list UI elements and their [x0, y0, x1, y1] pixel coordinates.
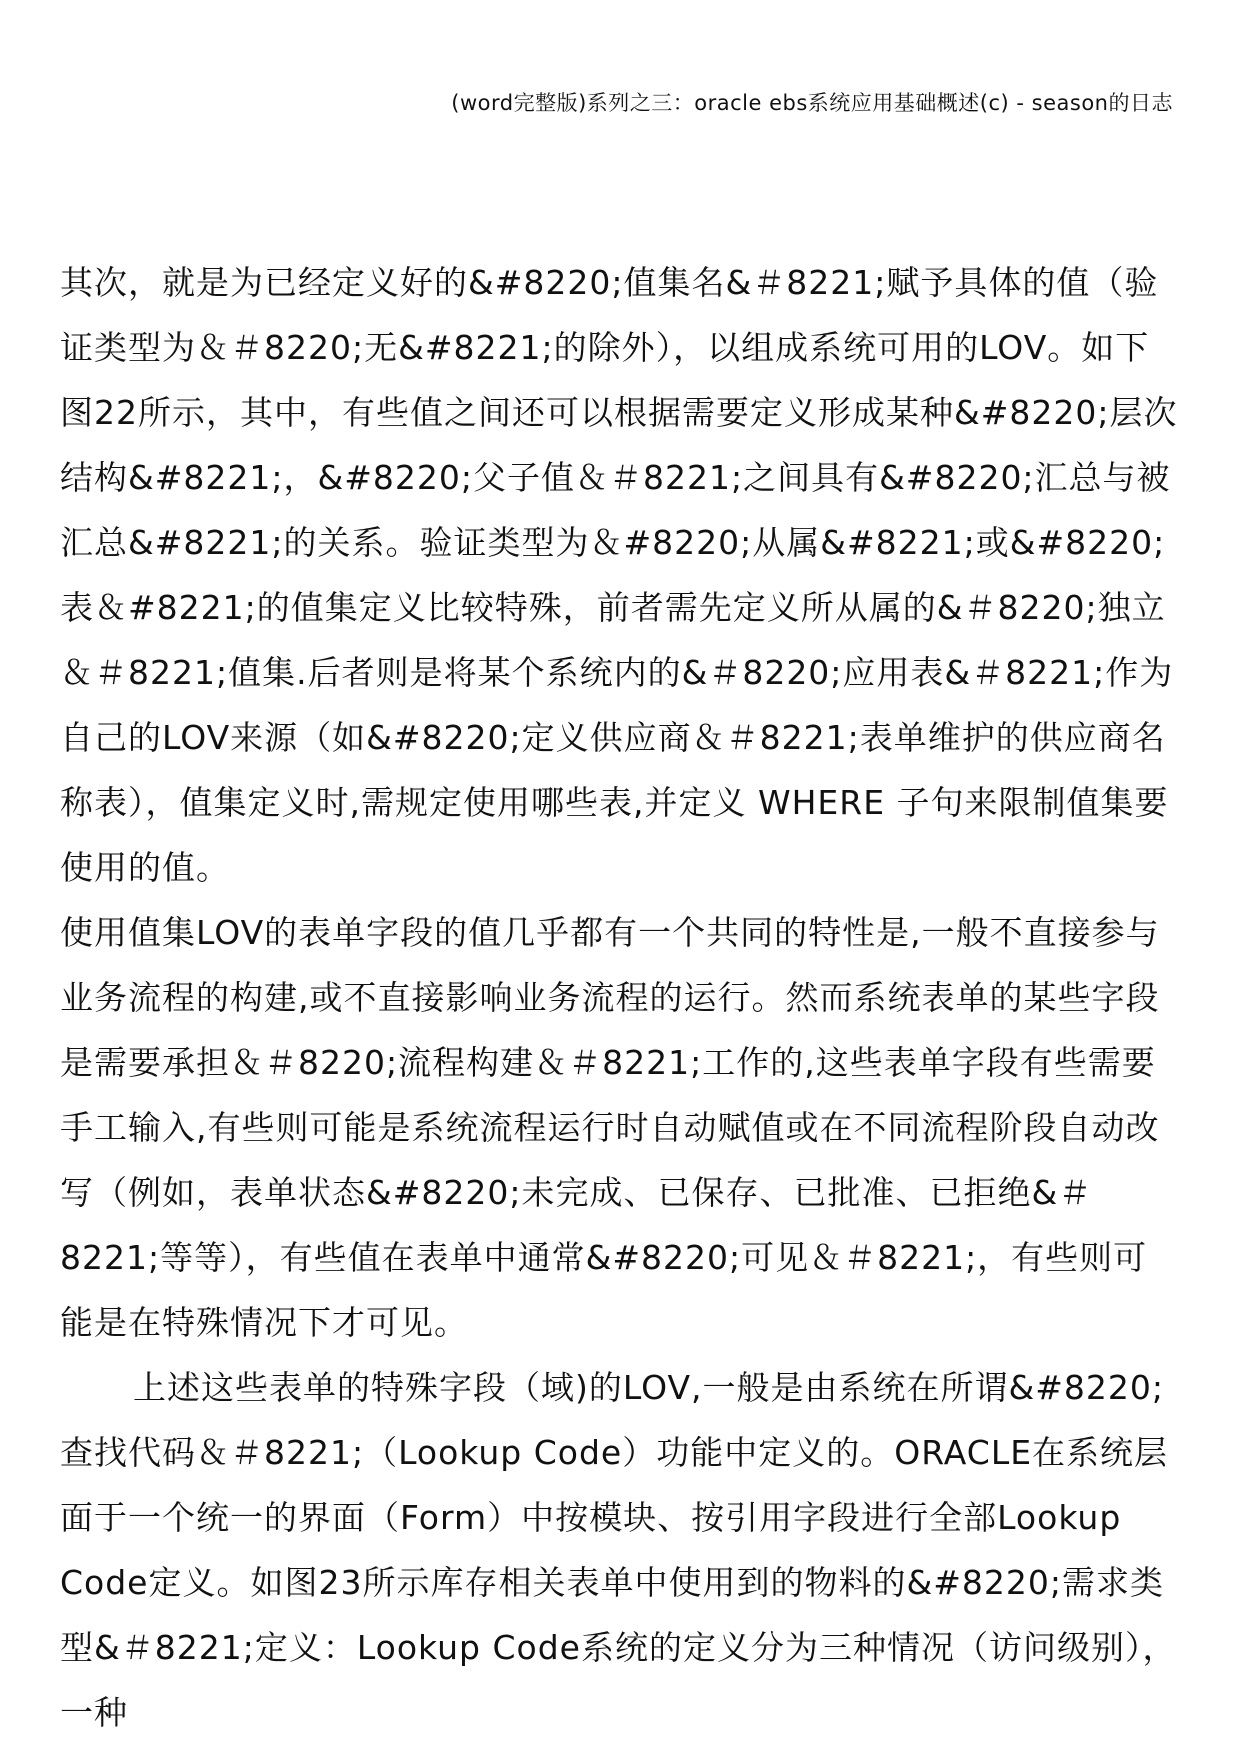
document-body [60, 250, 1180, 1745]
paragraph-lookup-code: 上述这些表单的特殊字段（域)的LOV,一般是由系统在所谓&#8220;查找代码＆＃8221;（Lookup Code）功能中定义的。ORACLE在系统层面于一个统一的界面（Form）中按模块、按引用字段进行全部Lookup Code定义。如图23所示库存相关表单中使用到的物料的&#8220;需求类型&＃8221;定义：Lookup Code系统的定义分为三种情况（访问级别），一种 [60, 1368, 1177, 1732]
paragraph-value-set-values: 其次，就是为已经定义好的&#8220;值集名&＃8221;赋予具体的值（验证类型为＆＃8220;无&#8221;的除外），以组成系统可用的LOV。如下图22所示，其中，有些值之间还可以根据需要定义形成某种&#8220;层次结构&#8221;，&#8220;父子值＆＃8221;之间具有&#8220;汇总与被汇总&#8221;的关系。验证类型为＆#8220;从属&#8221;或&#8220;表＆#8221;的值集定义比较特殊，前者需先定义所从属的&＃8220;独立＆＃8221;值集.后者则是将某个系统内的&＃8220;应用表&＃8221;作为自己的LOV来源（如&#8220;定义供应商＆＃8221;表单维护的供应商名称表），值集定义时,需规定使用哪些表,并定义 WHERE 子句来限制值集要使用的值。 [60, 263, 1178, 887]
paragraph-lov-form-fields: 使用值集LOV的表单字段的值几乎都有一个共同的特性是,一般不直接参与业务流程的构建,或不直接影响业务流程的运行。然而系统表单的某些字段是需要承担＆＃8220;流程构建＆＃8221;工作的,这些表单字段有些需要手工输入,有些则可能是系统流程运行时自动赋值或在不同流程阶段自动改写（例如，表单状态&#8220;未完成、已保存、已批准、已拒绝&＃8221;等等），有些值在表单中通常&#8220;可见＆＃8221;，有些则可能是在特殊情况下才可见。 [60, 913, 1160, 1342]
page-header-title: (word完整版)系列之三：oracle ebs系统应用基础概述(c) - season的日志 [451, 91, 1173, 115]
